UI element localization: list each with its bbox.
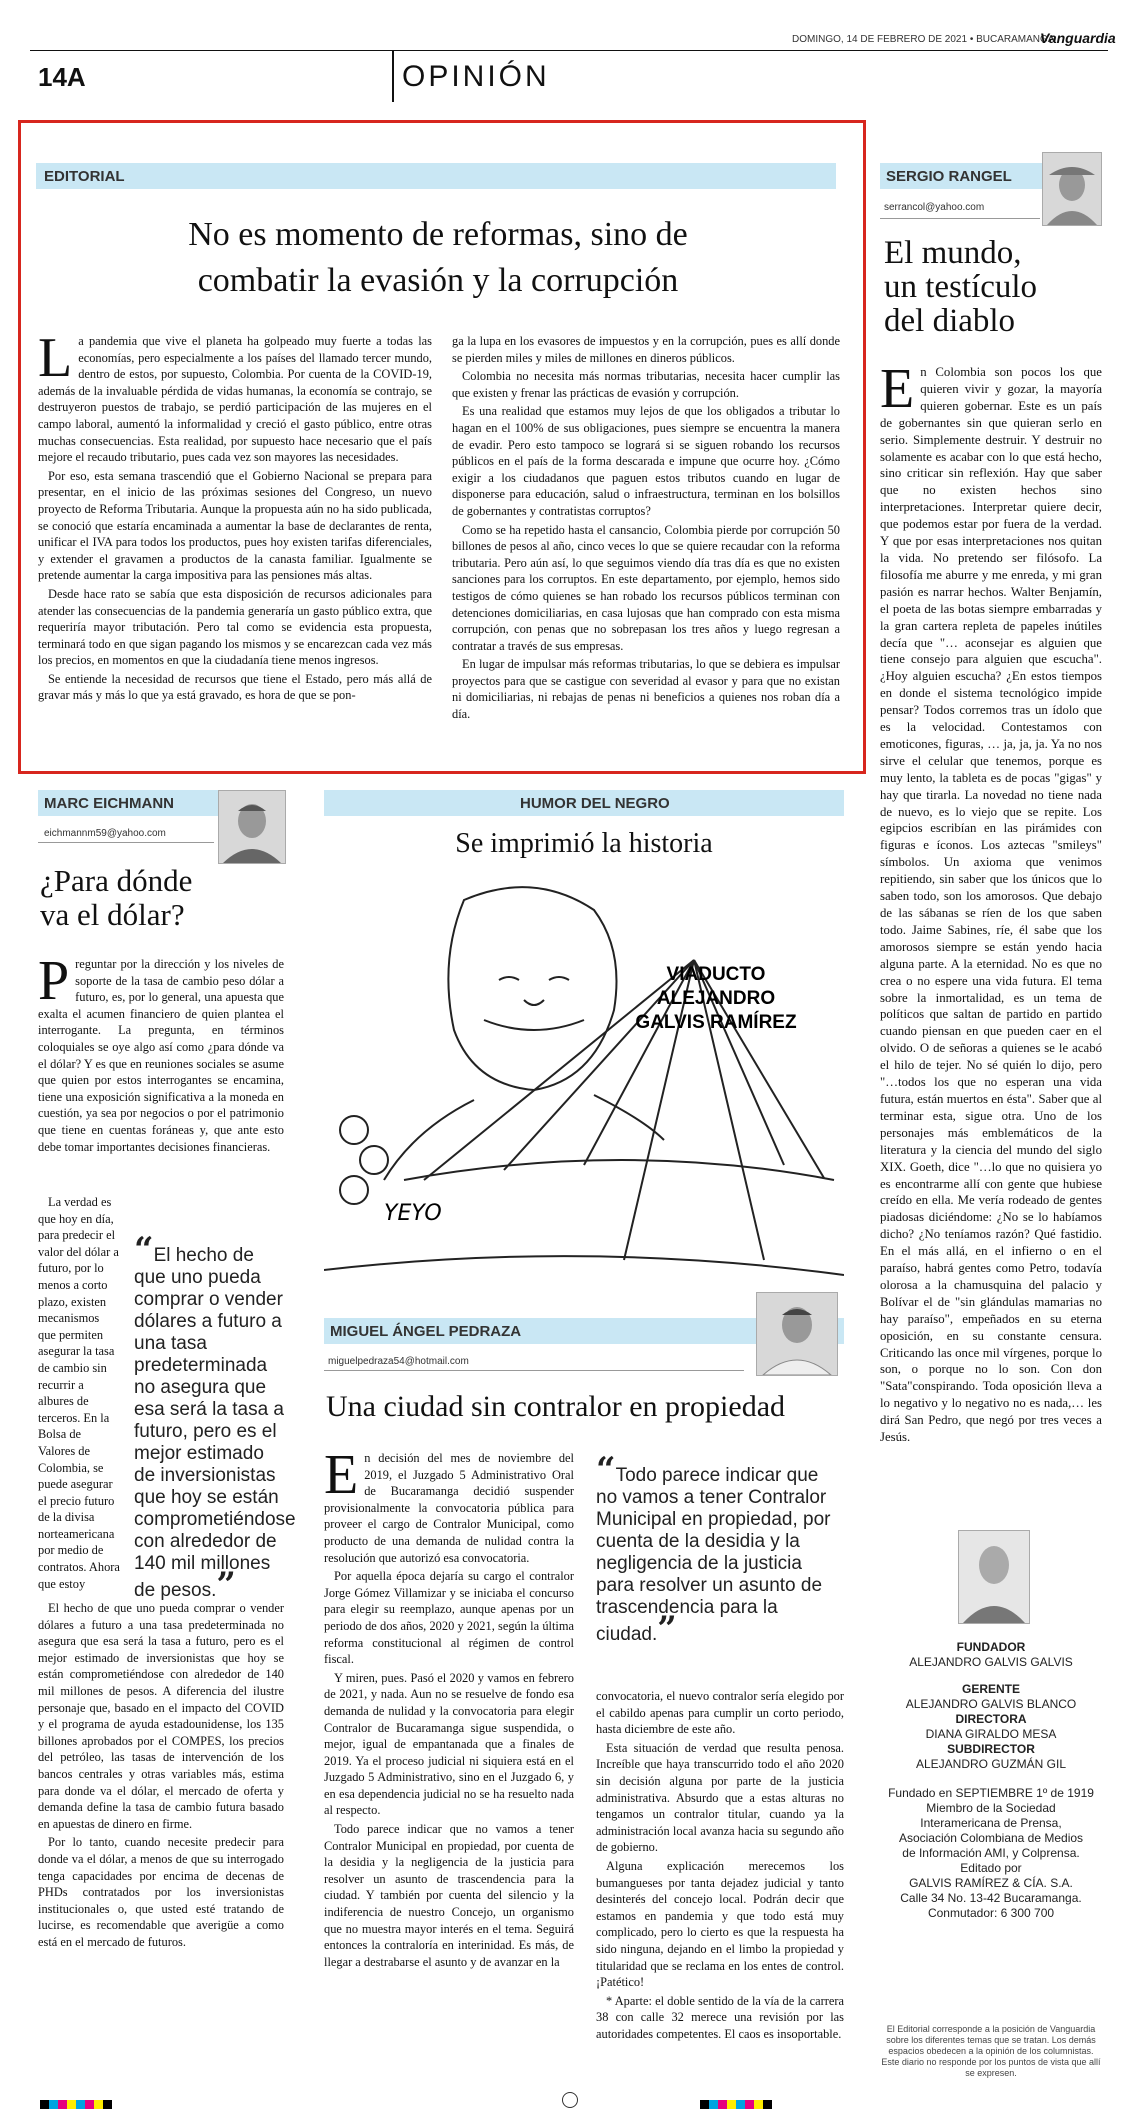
pedraza-label: MIGUEL ÁNGEL PEDRAZA [330, 1323, 522, 1340]
cartoon [324, 880, 844, 1300]
rangel-email: serrancol@yahoo.com [884, 202, 985, 213]
masthead: FUNDADOR ALEJANDRO GALVIS GALVIS GERENTE ALEJANDRO GALVIS BLANCO DIRECTORA DIANA GIRALDO MESA SUBDIRECTOR ALEJANDRO GUZMÁN GIL Fundado en SEPTIEMBRE 1º de 1919 Miembro de la Sociedad Interamericana de Prensa, Asociación Colombiana de Medios de Información AMI, y Colprensa. Editado por GALVIS RAMÍREZ & CÍA. S.A. Calle 34 No. 13-42 Bucaramanga. Conmutador: 6 300 700 [888, 1640, 1094, 1920]
header-divider [392, 50, 394, 102]
brand-logo: Vanguardia [1040, 30, 1116, 46]
cartoon-label-3: GALVIS RAMÍREZ [635, 1012, 797, 1033]
close-quote-icon: ” [216, 1565, 236, 1605]
pedraza-photo [756, 1292, 838, 1376]
rangel-rule [880, 218, 1040, 219]
eichmann-band [38, 790, 246, 816]
eichmann-body-bottom: El hecho de que uno pueda comprar o vender dólares a futuro a una tasa predeterminada no asegura que esa será la tasa a futuro, pero es el mejor estimado de inversionistas que hoy se están comprometiéndose con alrededor de 140 mil millones de pesos. A diferencia del ilustre personaje que, basado en el impacto del COVID y el programa de ayuda estadounidense, los 135 billones aprobados por el COMPES, los precios del petróleo, las tasas de intervención de los bancos centrales y otras variables más, estima para donde va el dólar, el mercado de oferta y demanda define la tasa de cambio futura basado en apuestas de dinero en firme. Por lo tanto, cuando necesite predecir para donde va el dólar, a menos de que su interrogado tenga capacidades por encima de decenas de PHDs contratados por los inversionistas institucionales o, que usted esté tratando de lucirse, es recomendable que averigüe a como está en el mercado de futuros. [38, 1601, 284, 1949]
rangel-body: En Colombia son pocos los que quieren vivir y gozar, la mayoría quieren gobernar. Este es un país de gobernantes sin que quieran serlo en serio. Simplemente destruir. Y destruir no solamente es acabar con lo que está hecho, sino criticar sin reflexión. Hay que saber que no existen hechos sino interpretaciones. Interpretar quiere decir, que podemos estar por fuera de la verdad. Y que por esas interpretaciones nos quitan la vida. No pretendo ser filósofo. La filosofía me aburre y me enreda, y mi gran pasión es narrar hechos. Walter Benjamín, el poeta de las botas siempre embarradas y la gran cartera repleta de papeles inútiles decía que "… aconsejar es alguien que tiene consejo para alguien que escucha". ¿Hoy alguien escucha? ¿En estos tiempos en donde el sistema tecnológico impide pensar? Todos corremos tras un ídolo que es la velocidad. Contestamos con emoticones, figuras, … ja, ja, ja. Ya no nos sirve el celular que tenemos, porque es muy lento, la tableta es de pocas "gigas" y hay que tirarla. La novedad no tiene nada de nuevo, es lo viejo que se repite. Los egipcios escribían en las pirámides con figuras e íconos. Los aztecas "smileys" símbolos. Un axioma que venimos repitiendo, sin saber que los únicos que lo saben todo, son los amorosos. Que debajo de las sábanas se ríen de los que saben todo. Jaime Sabines, ríe, él sabe que los amorosos siempre se están yendo hacia alguna parte. A la eternidad. No es que no crea o no espere una vida futura. El tema sobre la inmortalidad, es un tema de políticos que saltan de partido en partido cuando piensan en que pueden caer en el olvido. O de señoras a quienes se le acabó el hilo de tejer. No sé quién lo dijo, pero "…todos los que no esperan una vida futura, están muertos en ésta". Saber que al terminar esta, sigue otra. Uno de los personajes más emblemáticos de la literatura y la ciencia del mundo del siglo XIX. Goeth, dice "…lo que no quisiera yo es encontrarme allí con gente que hubiese creído en ella. Me vería rodeado de gentes piadosas diciéndome: ¿No se lo habíamos dicho? ¿No teníamos razón? Qué fastidio. En el más allá, en el infierno o en el paraíso, habrá gentes como Petro, todavía olorosa a la chamusquina del palacio y Bolívar el de "sin glándulas mamarias no hay paraíso", empeñados en su eterna oposición, en su constante censura. Criticando las once mil vírgenes, porque lo son, o porque no lo son. Con don "Sata"conspirando. Toda oposición lleva a lo negativo y lo negativo no es nada,… les dirá San Pedro, que negó por tres veces a Jesús. [880, 358, 1102, 1445]
open-quote-icon: “ [134, 1230, 154, 1270]
eichmann-title: ¿Para dónde va el dólar? [40, 863, 193, 932]
color-bar-right [700, 2096, 772, 2114]
top-rule [30, 50, 1108, 51]
color-bar-left [40, 2096, 112, 2114]
eichmann-body-narrow: La verdad es que hoy en día, para predecir el valor del dólar a futuro, por lo menos a corto plazo, existen mecanismos que permiten asegurar la tasa de cambio sin recurrir a albures de terceros. En la Bolsa de Valores de Colombia, se puede asegurar el precio futuro de la divisa norteamericana por medio de contratos. Ahora que estoy [38, 1195, 120, 1591]
drop-cap: L [38, 327, 73, 389]
page-number: 14A [38, 62, 86, 92]
editorial-title: No es momento de reformas, sino de combatir la evasión y la corrupción [188, 216, 688, 299]
eichmann-label: MARC EICHMANN [44, 795, 174, 812]
eichmann-rule [38, 842, 214, 843]
pedraza-col-2: convocatoria, el nuevo contralor sería elegido por el cabildo apenas para cumplir un corto periodo, hasta diciembre de este año. Esta situación de verdad que resulta penosa. Increíble que haya transcurrido todo el año 2020 sin decisión alguna por parte de la justicia administrativa. Absurdo que a estas alturas no tengamos un contralor titular, cuando ya la administración local avanza hacia su segundo año de gobierno. Alguna explicación merecemos los bumangueses por tanta dejadez judicial y tanto desinterés del concejo local. Podrán decir que estamos en pandemia y que todo está muy complicado, pero lo cierto es que la respuesta ha sido ninguna, dejando en el limbo la propiedad y titularidad que se reclama en los entes de control. ¡Patético! * Aparte: el doble sentido de la vía de la carrera 38 con calle 32 merece una revisión por las autoridades competentes. El caos es insoportable. [596, 1689, 844, 2041]
pedraza-title: Una ciudad sin contralor en propiedad [326, 1390, 786, 1423]
eichmann-photo [218, 790, 286, 864]
cartoon-label-2: ALEJANDRO [656, 988, 776, 1009]
pedraza-pull-quote: “Todo parece indicar que no vamos a tener Contralor Municipal en propiedad, por cuenta de la desidia y la negligencia de la justicia para resolver un asunto de trascendencia para la ciudad.” [596, 1450, 831, 1649]
humor-label: HUMOR DEL NEGRO [520, 795, 670, 812]
founder-photo [958, 1530, 1030, 1624]
cartoon-signature: YEYO [384, 1201, 442, 1226]
humor-title: Se imprimió la historia [455, 828, 713, 859]
editorial-col-1: La pandemia que vive el planeta ha golpeado muy fuerte a todas las economías, pero especialmente a los países del llamado tercer mundo, dentro de estos, por supuesto, Colombia. Por cuenta de la COVID-19, además de la invaluable pérdida de vidas humanas, la economía se contrajo, se destruyeron puestos de trabajo, se perdió participación de las mujeres en el campo laboral, aumentó la informalidad y creció el gasto público, entre otras muchas consecuencias. Esta realidad, por supuesto hace necesario que el país mejore el recaudo tributario, pues cada vez son mayores las necesidades. Por eso, esta semana trascendió que el Gobierno Nacional se prepara para presentar, en el inicio de las próximas sesiones del Congreso, un nuevo proyecto de Reforma Tributaria. Aunque la propuesta aún no ha sido publicada, se conoció que estaría encaminada a aumentar la base de declarantes de renta, unificar el IVA para todos los productos, pues hoy existen tarifas diferenciales, y extender el gravamen a productos de la canasta familiar. Igualmente se pretende aumentar la carga impositiva para las pensiones más altas. Desde hace rato se sabía que esta disposición de recursos adicionales para atender las consecuencias de la pandemia generaría un gasto público extra, que requeriría mayor tributación. Pero tal como se evidencia esta propuesta, terminará todo en que sigan pagando los mismos y se encarezcan cada vez más los precios, en momentos en que la ciudadanía tiene menos ingresos. Se entiende la necesidad de recursos que tiene el Estado, pero más allá de gravar más y más lo que ya está gravado, es hora de que se pon- [38, 327, 432, 703]
rangel-title: El mundo, un testículo del diablo [884, 235, 1038, 339]
cartoon-label-1: VIADUCTO [666, 964, 766, 985]
editorial-col-2: ga la lupa en los evasores de impuestos y en la corrupción, pues es allí donde se pierden miles y miles de millones en dineros públicos. Colombia no necesita más normas tributarias, necesita hacer cumplir las que existen y frenar las prácticas de evasión y corrupción. Es una realidad que estamos muy lejos de que los obligados a tributar lo hagan en el 100% de sus obligaciones, pues siempre se encuentra la manera de evadir. Pero esto tampoco se logrará si se siguen robando los recursos públicos en el país de la forma descarada e impune que ocurre hoy. ¿Cómo exigir a los ciudadanos que paguen estos tributos cuando en lugar de disponerse para educación, salud o infraestructura, terminan en los bolsillos de gobernantes y contratistas corruptos? Como se ha repetido hasta el cansancio, Colombia pierde por corrupción 50 billones de pesos al año, cinco veces lo que se quiere recaudar con la reforma tributaria. Pero aún así, lo que seguimos viendo día tras día es que no existen sanciones para los corruptos. En este departamento, por ejemplo, hemos sido testigos de cómo quienes se han robado los recursos públicos terminan con detenciones domiciliarias, en casa lujosas que han comprado con esta misma corrupción, con penas que no sobrepasan los tres años y luego regresan a contratar a través de sus empresas. En lugar de impulsar más reformas tributarias, lo que se debiera es impulsar proyectos para que se castigue con severidad al evasor y para que no existan ni domiciliarias, ni rebajas de penas ni beneficios a quienes nos roban día a día. [452, 334, 840, 722]
editorial-band [36, 163, 836, 189]
pedraza-rule [324, 1370, 744, 1371]
pedraza-email: miguelpedraza54@hotmail.com [328, 1356, 469, 1367]
section-title: OPINIÓN [402, 60, 550, 93]
open-quote-icon: “ [596, 1450, 616, 1490]
eichmann-pull-quote: “El hecho de que uno pueda comprar o vender dólares a futuro a una tasa predeterminada no asegura que esa será la tasa a futuro, pero es el mejor estimado de inversionistas que hoy se están comprometiéndose con alrededor de 140 mil millones de pesos.” [134, 1230, 296, 1605]
masthead-note: El Editorial corresponde a la posición de Vanguardia sobre los diferentes temas que se tratan. Los demás espacios obedecen a la opinión de los columnistas. Este diario no responde por los puntos de vista que allí se expresen. [881, 2024, 1101, 2078]
eichmann-email: eichmannm59@yahoo.com [44, 828, 166, 839]
eichmann-body-top: Preguntar por la dirección y los niveles de soporte de la tasa de cambio peso dólar a futuro, es, por lo general, una apuesta que exalta el acumen financiero de quien plantea el interrogante. La pregunta, en términos coloquiales se oye algo así como ¿para dónde va el dólar? Y es que en reuniones sociales se asume que quien por estos interrogantes se encamina, tiene una exposición significativa a la moneda en cuestión, ya sea por negocios o por el patrimonio que tiene en cuentas foráneas y, que ante esto debe tomar importantes decisiones financieras. [38, 950, 284, 1154]
pedraza-col-1: En decisión del mes de noviembre del 2019, el Juzgado 5 Administrativo Oral de Bucaramanga decidió suspender provisionalmente la convocatoria pública para proveer el cargo de Contralor Municipal, como producto de una demanda de nulidad contra la resolución que autorizó esa convocatoria. Por aquella época dejaría su cargo el contralor Jorge Gómez Villamizar y se iniciaba el concurso para elegir su reemplazo, aunque apenas por un periodo de dos años, 2020 y 2021, según la última reforma constitucional al régimen de control fiscal. Y miren, pues. Pasó el 2020 y vamos en febrero de 2021, y nada. Aun no se resuelve de fondo esa demanda de nulidad y la convocatoria para elegir Contralor de Bucaramanga sigue suspendida, o mejor, igual de empantanada que a finales de 2019. Ya el proceso judicial ni siquiera está en el Juzgado 5 Administrativo, sino en el Juzgado 6, y en esa dependencia judicial no se ha resuelto nada al respecto. Todo parece indicar que no vamos a tener Contralor Municipal en propiedad, por cuenta de la desidia y la negligencia de la justicia para resolver un asunto de trascendencia para la ciudad. Y también por cuenta del silencio y la indiferencia de nuestro Concejo, un organismo que no muestra mayor interés en el tema. Seguirá entonces la contraloría en interinidad. Es más, de llegar a destrabarse el asunto y de avanzar en la [324, 1444, 574, 1969]
registration-mark-icon [562, 2092, 578, 2108]
editorial-label: EDITORIAL [44, 168, 125, 185]
rangel-photo [1042, 152, 1102, 226]
rangel-label: SERGIO RANGEL [886, 168, 1012, 185]
humor-band [324, 790, 844, 816]
header-date: DOMINGO, 14 DE FEBRERO DE 2021 • BUCARAMANGA [792, 34, 1055, 45]
close-quote-icon: ” [657, 1609, 677, 1649]
